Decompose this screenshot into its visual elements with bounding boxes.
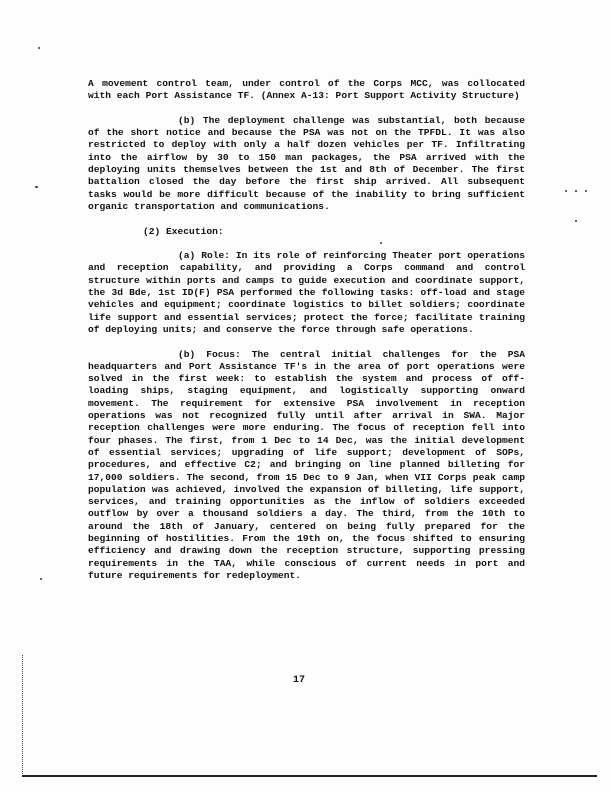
scan-speck: [575, 190, 577, 192]
scan-left-edge-line: [22, 655, 23, 776]
scan-speck: [575, 220, 577, 222]
paragraph-role: (a) Role: In its role of reinforcing Theater port operations and reception capability, and providing a Corps command and control structure within ports and camps to guide execution and coordinate support, the 3d Bde, 1st ID(F) PSA performed the following tasks: off-load and stage vehicles and equipment; coordinate logistics to billet soldiers; coordinate life support and essential services; protect the force; facilitate training of deploying units; and conserve the force through safe operations.: [88, 250, 525, 335]
scan-speck: [380, 242, 382, 244]
scan-speck: [38, 47, 40, 49]
body-text: [88, 78, 525, 594]
paragraph-focus: (b) Focus: The central initial challenges for the PSA headquarters and Port Assistance TF's in the area of port operations were solved in the first week: to establish the system and process of off-loading ships, staging equipment, and logistically supporting onward movement. The requirement for extensive PSA involvement in reception operations was not recognized fully until after arrival in SWA. Major reception challenges were more enduring. The focus of reception fell into four phases. The first, from 1 Dec to 14 Dec, was the initial development of essential services; upgrading of life support; development of SOPs, procedures, and effective C2; and bringing on line planned billeting for 17,000 soldiers. The second, from 15 Dec to 9 Jan, when VII Corps peak camp population was achieved, involved the expansion of billeting, life support, services, and training opportunities as the inflow of soldiers exceeded outflow by over a thousand soldiers a day. The third, from the 10th to around the 18th of January, centered on being fully prepared for the beginning of hostilities. From the 19th on, the focus shifted to ensuring efficiency and drawing down the reception structure, supporting pressing requirements in the TAA, while conscious of current needs in port and future requirements for redeployment.: [88, 348, 525, 581]
scan-bottom-edge-line: [22, 775, 597, 777]
paragraph-deployment-challenge: (b) The deployment challenge was substantial, both because of the short notice and because the PSA was not on the TPFDL. It was also restricted to deploy with only a half dozen vehicles per TF. Infiltrating into the airflow by 30 to 150 man packages, the PSA arrived with the deploying units themselves between the 1st and 8th of December. The first battalion closed the day before the first ship arrived. All subsequent tasks would be more difficult because of the inability to bring sufficient organic transportation and communications.: [88, 114, 525, 212]
scan-speck: [35, 186, 38, 188]
paragraph-intro: A movement control team, under control of the Corps MCC, was collocated with each Port Assistance TF. (Annex A-13: Port Support Activity Structure): [88, 78, 525, 102]
scan-speck: [40, 578, 42, 580]
page-number: 17: [293, 675, 306, 686]
execution-heading: (2) Execution:: [143, 225, 224, 237]
scan-speck: [585, 190, 587, 192]
scan-speck: [565, 190, 567, 192]
